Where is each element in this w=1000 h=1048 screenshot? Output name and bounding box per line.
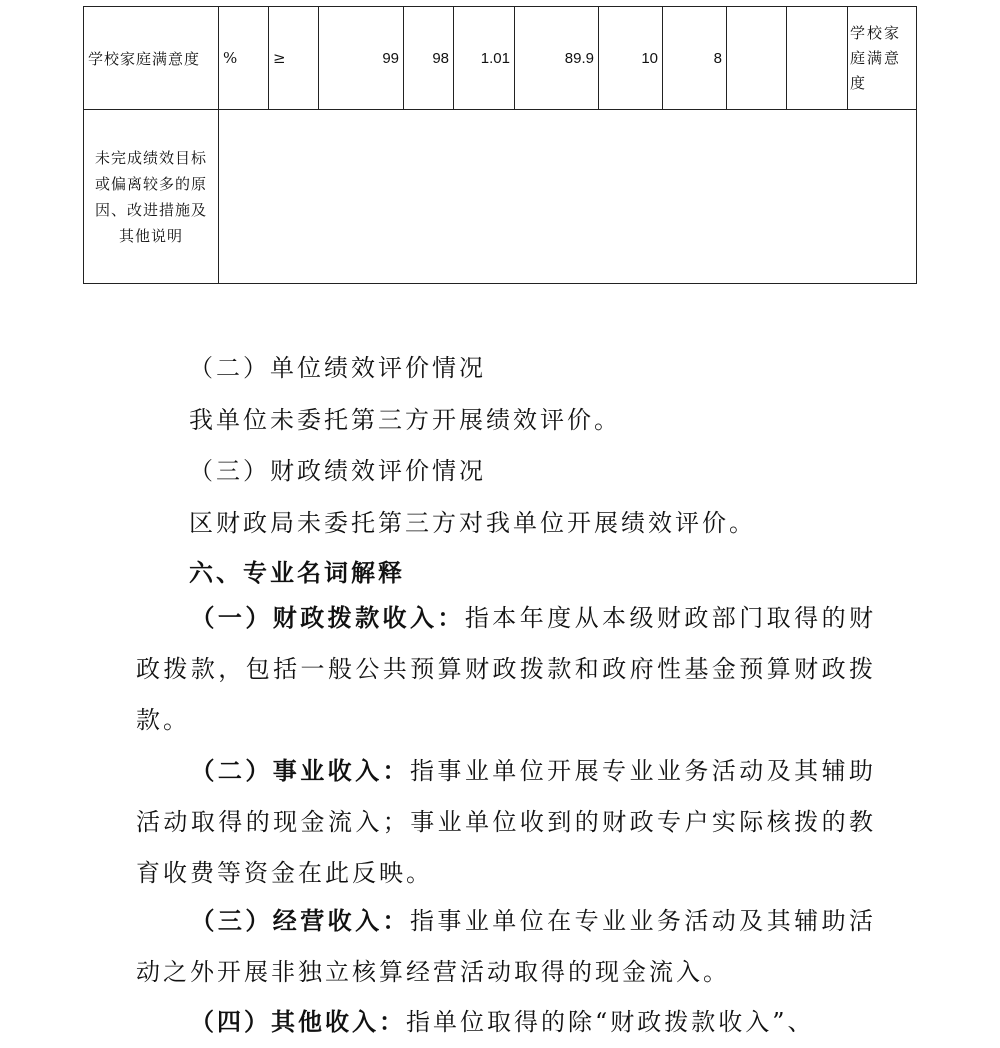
value-cell: 1.01 xyxy=(454,7,515,110)
table-row xyxy=(84,7,917,110)
glossary-text: 指单位取得的除“财政拨款收入”、 xyxy=(406,1008,815,1036)
glossary-item-4 xyxy=(136,996,876,1048)
glossary-term: （四）其他收入： xyxy=(190,1007,406,1036)
glossary-term: （一）财政拨款收入： xyxy=(190,603,465,632)
glossary-item-1 xyxy=(136,592,876,746)
remark-cell: 学校家庭满意度 xyxy=(848,7,917,110)
unit-cell: % xyxy=(219,7,269,110)
value-cell xyxy=(787,7,848,110)
glossary-text: 指事业单位开展专业业务活动及其辅助活动取得的现金流入；事业单位收到的财政专户实际核拨的教育收费等资金在此反映。 xyxy=(136,757,877,887)
glossary-text: 指事业单位在专业业务活动及其辅助活动之外开展非独立核算经营活动取得的现金流入。 xyxy=(136,907,877,986)
table-row xyxy=(84,110,917,284)
explanation-label: 未完成绩效目标或偏离较多的原因、改进措施及其他说明 xyxy=(84,110,219,284)
value-cell: 10 xyxy=(599,7,663,110)
glossary-heading: 六、专业名词解释 xyxy=(189,559,405,587)
performance-table xyxy=(83,6,917,284)
value-cell: 99 xyxy=(319,7,404,110)
glossary-item-3 xyxy=(136,895,876,998)
section-heading-finance-eval: （三）财政绩效评价情况 xyxy=(189,457,486,485)
explanation-content xyxy=(219,110,917,284)
section-heading-unit-eval: （二）单位绩效评价情况 xyxy=(189,354,486,382)
value-cell: 89.9 xyxy=(515,7,599,110)
paragraph-finance-eval: 区财政局未委托第三方对我单位开展绩效评价。 xyxy=(189,509,756,537)
glossary-term: （三）经营收入： xyxy=(190,906,410,935)
indicator-cell: 学校家庭满意度 xyxy=(84,7,219,110)
glossary-text: 指本年度从本级财政部门取得的财政拨款，包括一般公共预算财政拨款和政府性基金预算财政拨款。 xyxy=(136,604,877,734)
value-cell: 98 xyxy=(404,7,454,110)
glossary-item-2 xyxy=(136,745,876,899)
value-cell: 8 xyxy=(663,7,727,110)
value-cell xyxy=(727,7,787,110)
glossary-term: （二）事业收入： xyxy=(190,756,410,785)
operator-cell: ≥ xyxy=(269,7,319,110)
paragraph-unit-eval: 我单位未委托第三方开展绩效评价。 xyxy=(189,406,621,434)
